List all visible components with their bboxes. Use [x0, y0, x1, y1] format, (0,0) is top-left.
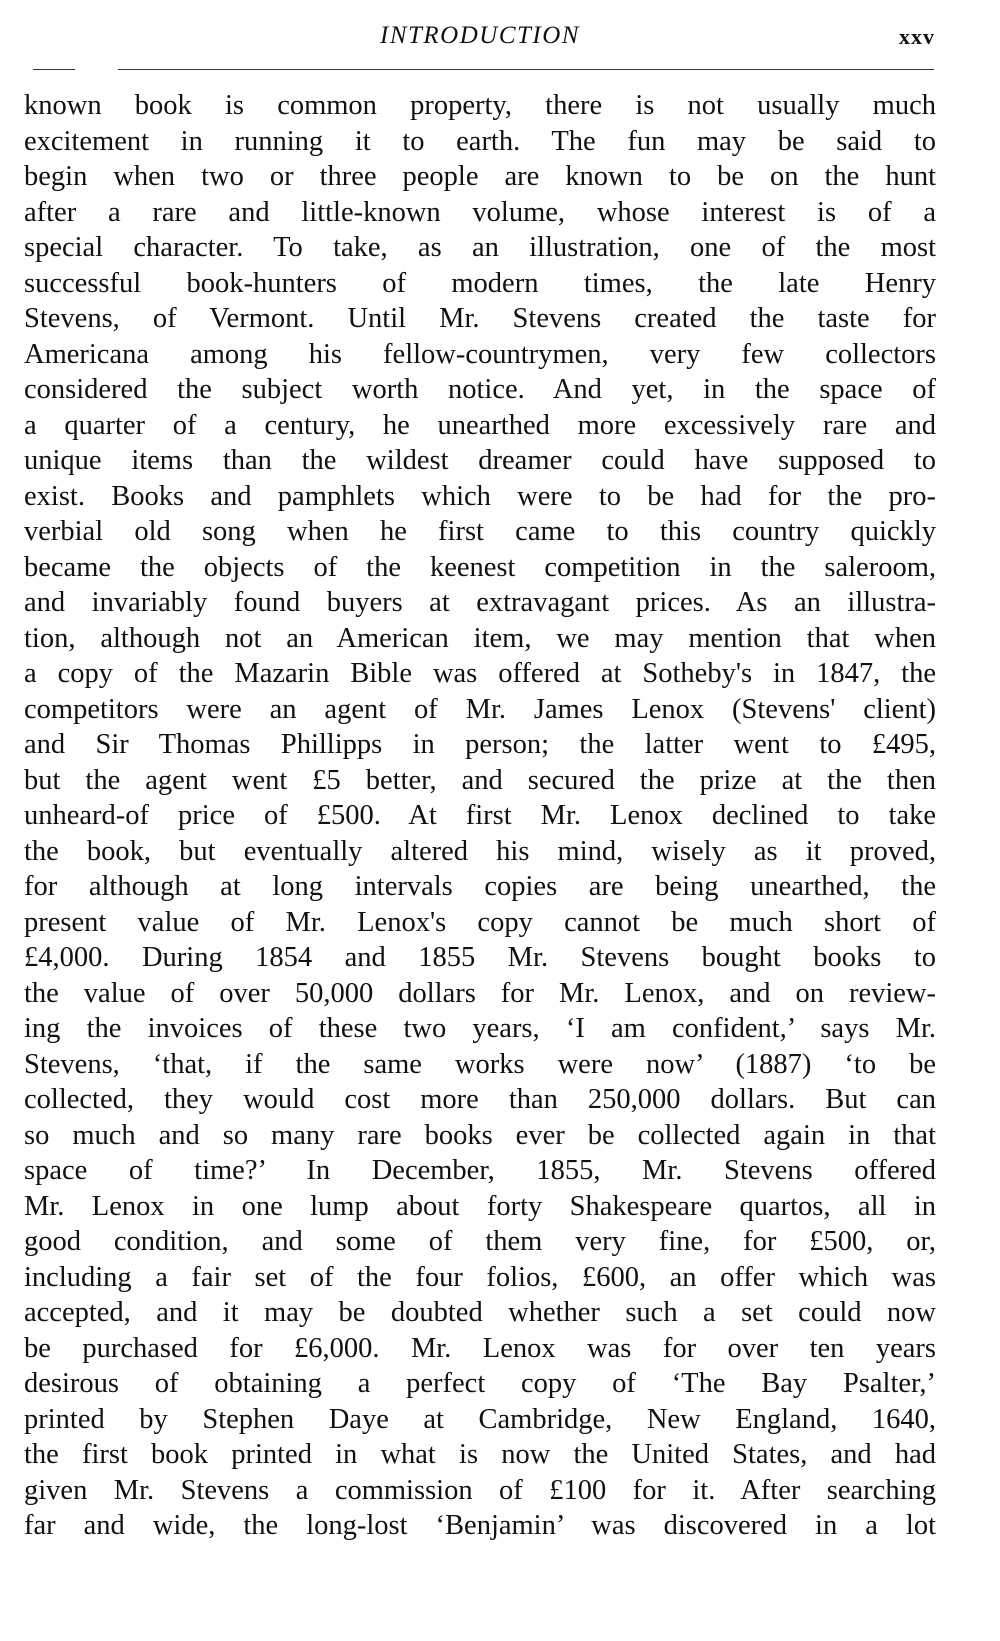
text-line: accepted, and it may be doubted whether such a set could now: [24, 1297, 936, 1328]
page-number: xxv: [899, 24, 935, 49]
text-line: ing the invoices of these two years, ‘I am confident,’ says Mr.: [24, 1013, 936, 1044]
text-line: successful book-hunters of modern times, the late Henry: [24, 267, 936, 299]
text-line: Stevens, ‘that, if the same works were now’ (1887) ‘to be: [24, 1048, 936, 1080]
text-line: the value of over 50,000 dollars for Mr. Lenox, and on review-: [24, 977, 936, 1009]
text-line: but the agent went £5 better, and secured the prize at the then: [24, 764, 936, 796]
text-line: begin when two or three people are known to be on the hunt: [24, 161, 936, 192]
text-line: Americana among his fellow-countrymen, very few collectors: [24, 338, 936, 370]
text-line: good condition, and some of them very fine, for £500, or,: [24, 1226, 936, 1257]
text-line: for although at long intervals copies are being unearthed, the: [24, 871, 936, 902]
text-line: including a fair set of the four folios, £600, an offer which was: [24, 1261, 936, 1293]
text-line: far and wide, the long-lost ‘Benjamin’ was discovered in a lot: [24, 1510, 936, 1541]
text-line: £4,000. During 1854 and 1855 Mr. Stevens bought books to: [24, 942, 936, 973]
text-line: and Sir Thomas Phillipps in person; the latter went to £495,: [24, 729, 936, 760]
text-line: printed by Stephen Daye at Cambridge, New England, 1640,: [24, 1403, 936, 1435]
text-line: a copy of the Mazarin Bible was offered at Sotheby's in 1847, the: [24, 658, 936, 689]
text-line: unheard-of price of £500. At first Mr. Lenox declined to take: [24, 800, 936, 831]
text-line: present value of Mr. Lenox's copy cannot be much short of: [24, 906, 936, 938]
text-line: desirous of obtaining a perfect copy of ‘The Bay Psalter,’: [24, 1368, 936, 1399]
text-line: known book is common property, there is not usually much: [24, 90, 936, 121]
text-line: a quarter of a century, he unearthed more excessively rare and: [24, 409, 936, 441]
header-rule-segment: [33, 69, 75, 70]
text-line: the first book printed in what is now the United States, and had: [24, 1439, 936, 1470]
body-text: [24, 88, 936, 1544]
text-line: considered the subject worth notice. And yet, in the space of: [24, 374, 936, 405]
text-line: exist. Books and pamphlets which were to be had for the pro-: [24, 480, 936, 512]
text-line: Mr. Lenox in one lump about forty Shakespeare quartos, all in: [24, 1190, 936, 1222]
text-line: competitors were an agent of Mr. James Lenox (Stevens' client): [24, 693, 936, 725]
text-line: verbial old song when he first came to this country quickly: [24, 516, 936, 547]
text-line: tion, although not an American item, we may mention that when: [24, 622, 936, 654]
text-line: given Mr. Stevens a commission of £100 for it. After searching: [24, 1474, 936, 1506]
text-line: Stevens, of Vermont. Until Mr. Stevens created the taste for: [24, 303, 936, 334]
running-head-title: INTRODUCTION: [380, 22, 580, 49]
text-line: so much and so many rare books ever be collected again in that: [24, 1119, 936, 1151]
text-line: space of time?’ In December, 1855, Mr. Stevens offered: [24, 1155, 936, 1186]
running-head: [25, 22, 935, 56]
text-line: and invariably found buyers at extravagant prices. As an illustra-: [24, 587, 936, 618]
text-line: became the objects of the keenest competition in the saleroom,: [24, 551, 936, 583]
text-line: unique items than the wildest dreamer could have supposed to: [24, 445, 936, 476]
text-line: special character. To take, as an illustration, one of the most: [24, 232, 936, 263]
text-line: excitement in running it to earth. The fun may be said to: [24, 125, 936, 157]
text-line: after a rare and little-known volume, whose interest is of a: [24, 196, 936, 228]
text-line: the book, but eventually altered his mind, wisely as it proved,: [24, 835, 936, 867]
text-line: collected, they would cost more than 250,000 dollars. But can: [24, 1084, 936, 1115]
header-rule: [118, 69, 934, 70]
text-line: be purchased for £6,000. Mr. Lenox was for over ten years: [24, 1332, 936, 1364]
